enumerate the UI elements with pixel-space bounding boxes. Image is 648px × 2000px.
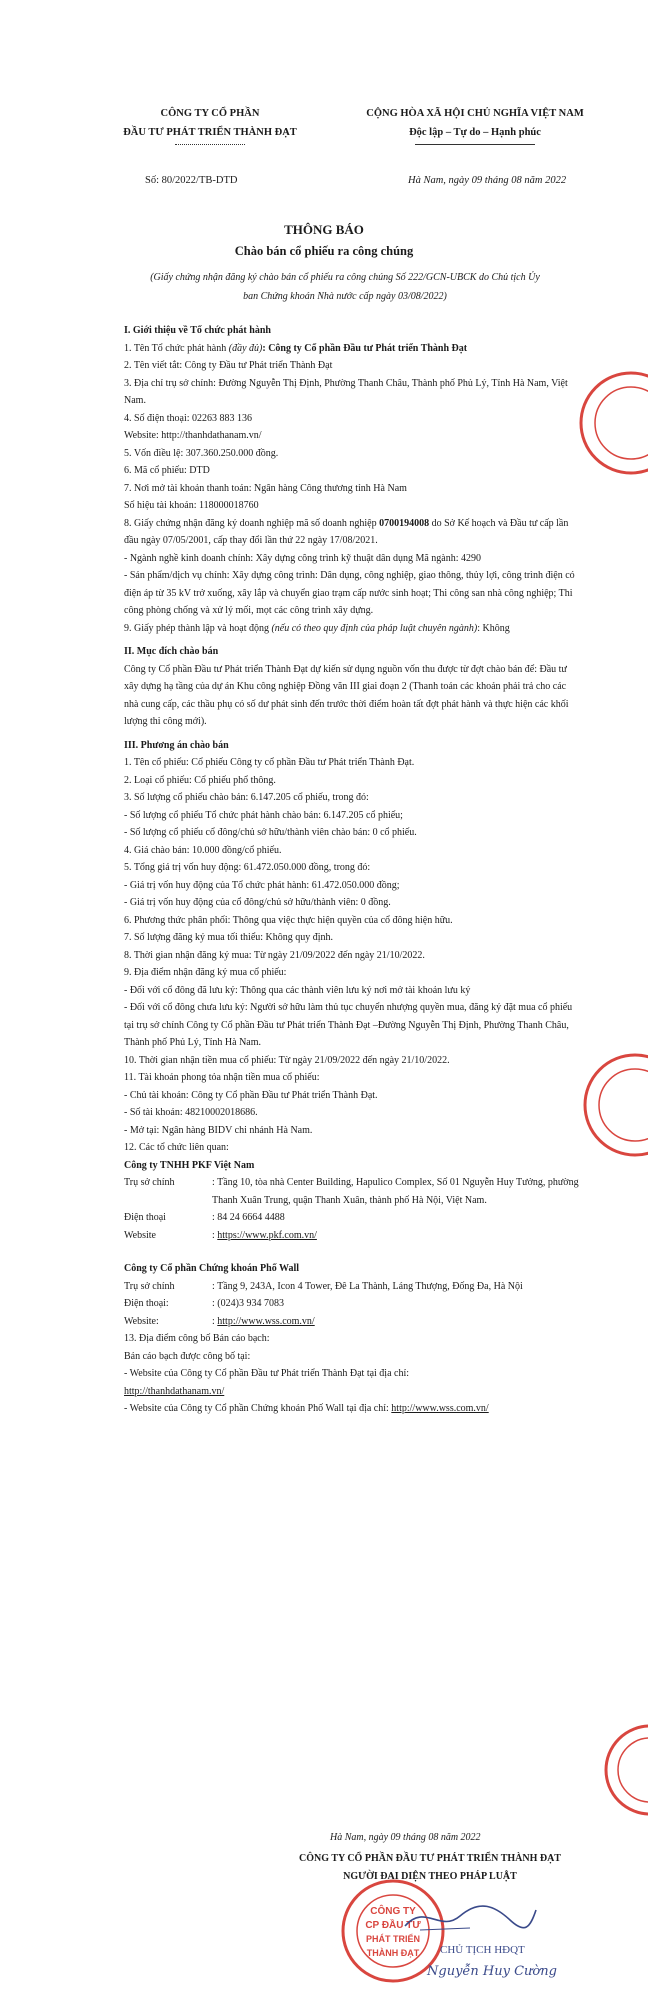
org-wss-address-value: : Tầng 9, 243A, Icon 4 Tower, Đê La Thành, Láng Thượng, Đống Đa, Hà Nội (212, 1280, 523, 1292)
motto-underline (415, 144, 535, 145)
org-pkf-name: Công ty TNHH PKF Việt Nam (124, 1159, 255, 1171)
org-wss-phone-label: Điện thoại: (124, 1298, 169, 1309)
issuer-phone: 4. Số điện thoại: 02263 883 136 (124, 412, 253, 424)
header-divider (175, 144, 245, 145)
total-capital-raised: 5. Tổng giá trị vốn huy động: 61.472.050.000 đồng, trong đó: (124, 862, 371, 873)
edge-seal-middle-icon (580, 1050, 648, 1160)
org-wss-address-label: Trụ sở chính (124, 1280, 175, 1292)
issuer-address: 3. Địa chỉ trụ sở chính: Đường Nguyễn Thị Định, Phường Thanh Châu, Thành phố Phủ Lý, Tỉnh Hà Nam, Việt Nam. (124, 377, 568, 406)
payment-account: Số hiệu tài khoản: 118000018760 (124, 500, 259, 511)
seal-line3: PHÁT TRIỂN (366, 1934, 420, 1944)
payment-period: 10. Thời gian nhận tiền mua cổ phiếu: Từ ngày 21/09/2022 đến ngày 21/10/2022. (124, 1054, 450, 1066)
country-motto: Độc lập – Tự do – Hạnh phúc (409, 127, 541, 138)
seal-line1: CÔNG TY (370, 1906, 416, 1917)
issuer-full-name-value: : Công ty Cổ phần Đầu tư Phát triển Thành Đạt (262, 342, 468, 354)
section-1-heading: I. Giới thiệu về Tổ chức phát hành (124, 325, 271, 336)
seal-line2: CP ĐẦU TƯ (365, 1920, 421, 1931)
operating-license-label: 9. Giấy phép thành lập và hoạt động (124, 622, 272, 634)
related-organizations: 12. Các tổ chức liên quan: (124, 1142, 229, 1153)
operating-license (124, 620, 579, 638)
escrow-number: - Số tài khoản: 48210002018686. (124, 1107, 258, 1118)
section-2-heading: II. Mục đích chào bán (124, 646, 219, 657)
offer-price: 4. Giá chào bán: 10.000 đồng/cổ phiếu. (124, 844, 282, 856)
org-pkf-phone-value: : 84 24 6664 4488 (212, 1212, 285, 1223)
prospectus-location: 13. Địa điểm công bố Bản cáo bạch: (124, 1333, 270, 1344)
prospectus-wss-text: - Website của Công ty Cổ phần Chứng khoán Phố Wall tại địa chỉ: (124, 1403, 392, 1414)
escrow-account: 11. Tài khoản phong tỏa nhận tiền mua cổ phiếu: (124, 1072, 320, 1083)
distribution-method: 6. Phương thức phân phối: Thông qua việc thực hiện quyền của cổ đông hiện hữu. (124, 914, 453, 926)
prospectus-issuer-site: - Website của Công ty Cổ phần Đầu tư Phát triển Thành Đạt tại địa chỉ: (124, 1368, 410, 1379)
certificate-note: (Giấy chứng nhận đăng ký chào bán cổ phiếu ra công chúng Số 222/GCN-UBCK do Chủ tịch Ủy ban Chứng khoán Nhà nước cấp ngày 03/08/2022) (150, 272, 540, 302)
prospectus-published-at: Bản cáo bạch được công bố tại: (124, 1350, 251, 1362)
offered-quantity: 3. Số lượng cổ phiếu chào bán: 6.147.205 cổ phiếu, trong đó: (124, 792, 369, 803)
signature-representative: NGƯỜI ĐẠI DIỆN THEO PHÁP LUẬT (343, 1871, 517, 1882)
edge-seal-top-icon (576, 368, 648, 478)
org-wss-name: Công ty Cổ phần Chứng khoán Phố Wall (124, 1263, 300, 1274)
reference-number: Số: 80/2022/TB-DTD (145, 175, 238, 186)
document-subtitle: Chào bán cổ phiếu ra công chúng (234, 244, 414, 258)
minimum-subscription: 7. Số lượng đăng ký mua tối thiểu: Không quy định. (124, 932, 334, 943)
stock-code: 6. Mã cổ phiếu: DTD (124, 465, 210, 476)
issuer-short-name: 2. Tên viết tắt: Công ty Đầu tư Phát triển Thành Đạt (124, 360, 333, 371)
issue-date: Hà Nam, ngày 09 tháng 08 năm 2022 (408, 175, 567, 186)
charter-capital: 5. Vốn điều lệ: 307.360.250.000 đồng. (124, 447, 279, 459)
signature-scribble-icon (400, 1898, 540, 1938)
issuer-website: Website: http://thanhdathanam.vn/ (124, 430, 262, 441)
issuer-full-name-note: (đầy đủ) (228, 342, 263, 354)
org-pkf-website: Website : https://www.pkf.com.vn/ (124, 1227, 579, 1245)
offering-purpose: Công ty Cổ phần Đầu tư Phát triển Thành Đạt dự kiến sử dụng nguồn vốn thu được từ đợt chào bán để: Đầu tư xây dựng hạ tầng của dự án Khu công nghiệp Đồng văn III giai đoạn 2 (Thanh toán các khoản phải trả cho các nhà cung cấp, các thầu phụ có số dư phát sinh đến trước thời điểm hoàn tất đợt phát hành và thực hiện các khối lượng thi công mới). (124, 663, 569, 727)
issuer-line2: ĐẦU TƯ PHÁT TRIỂN THÀNH ĐẠT (123, 127, 297, 138)
issuer-capital-raised: - Giá trị vốn huy động của Tổ chức phát hành: 61.472.050.000 đồng; (124, 879, 400, 891)
prospectus-issuer-link[interactable]: http://thanhdathanam.vn/ (124, 1385, 225, 1397)
issuer-header (110, 104, 310, 145)
org-pkf-phone (124, 1209, 579, 1227)
org-pkf-address-value: : Tầng 10, tòa nhà Center Building, Hapulico Complex, Số 01 Nguyễn Huy Tưởng, phường Thanh Xuân Trung, quận Thanh Xuân, thành phố Hà Nội, Việt Nam. (212, 1177, 579, 1206)
business-registration (124, 515, 579, 550)
operating-license-value: : Không (477, 622, 510, 634)
holder-offered-quantity: - Số lượng cổ phiếu cổ đông/chủ sở hữu/thành viên chào bán: 0 cổ phiếu. (124, 827, 417, 838)
escrow-bank: - Mở tại: Ngân hàng BIDV chi nhánh Hà Nam. (124, 1124, 313, 1136)
seal-line4: THÀNH ĐẠT (366, 1948, 420, 1958)
national-header (340, 104, 610, 145)
org-pkf-website-link[interactable]: https://www.pkf.com.vn/ (217, 1229, 317, 1241)
org-wss-phone (124, 1295, 579, 1313)
issuer-offered-quantity: - Số lượng cổ phiếu Tổ chức phát hành chào bán: 6.147.205 cổ phiếu; (124, 809, 403, 821)
holder-capital-raised: - Giá trị vốn huy động của cổ đông/chủ sở hữu/thành viên: 0 đồng. (124, 897, 391, 908)
edge-seal-bottom-icon (600, 1720, 648, 1820)
document-body (124, 322, 579, 1418)
main-business-line: - Ngành nghề kinh doanh chính: Xây dựng công trình kỹ thuật dân dụng Mã ngành: 4290 (124, 552, 482, 564)
depository-holders: - Đối với cổ đông đã lưu ký: Thông qua các thành viên lưu ký nơi mở tài khoản lưu ký (124, 984, 471, 996)
escrow-holder: - Chủ tài khoản: Công ty Cổ phần Đầu tư Phát triển Thành Đạt. (124, 1089, 378, 1101)
signer-name: Nguyễn Huy Cường (427, 1964, 557, 1979)
issuer-full-name-label: 1. Tên Tổ chức phát hành (124, 342, 229, 354)
registration-period: 8. Thời gian nhận đăng ký mua: Từ ngày 21/09/2022 đến ngày 21/10/2022. (124, 949, 425, 961)
org-wss-website-link[interactable]: http://www.wss.com.vn/ (217, 1315, 315, 1327)
org-wss-website-label: Website: (124, 1315, 159, 1327)
org-pkf-address-label: Trụ sở chính (124, 1177, 175, 1188)
document-title: THÔNG BÁO (284, 222, 364, 237)
non-depository-holders: - Đối với cổ đông chưa lưu ký: Người sở hữu làm thủ tục chuyển nhượng quyền mua, đăng ký đặt mua cổ phiếu tại trụ sở chính Công ty Cổ phần Đầu tư Phát triển Thành Đạt –Đường Nguyễn Thị Định, Phường Thanh Châu, Thành phố Phủ Lý, Tỉnh Hà Nam. (124, 1002, 573, 1048)
business-registration-detail: do Sở Kế hoạch và Đầu tư cấp lần đầu ngày 07/05/2001, cấp thay đổi lần thứ 22 ngày 17/08/2021. (124, 517, 569, 546)
main-products: - Sản phẩm/dịch vụ chính: Xây dựng công trình: Dân dụng, công nghiệp, giao thông, thủy lợi, công trình điện có điện áp từ 35 kV trở xuống, xây lắp và chuyển giao trạm cấp nước sinh hoạt; Thi công san nhà công nghiệp; Thi công phòng chống và xử lý mối, mọt các công trình xây dựng. (124, 570, 575, 616)
share-type: 2. Loại cổ phiếu: Cổ phiếu phổ thông. (124, 774, 276, 786)
org-wss-address (124, 1278, 579, 1296)
share-name: 1. Tên cổ phiếu: Cổ phiếu Công ty cổ phần Đầu tư Phát triển Thành Đạt. (124, 757, 415, 768)
signature-company: CÔNG TY CỔ PHẦN ĐẦU TƯ PHÁT TRIỂN THÀNH ĐẠT (299, 1853, 561, 1864)
org-pkf-phone-label: Điện thoại (124, 1212, 166, 1223)
country-name: CỘNG HÒA XÃ HỘI CHỦ NGHĨA VIỆT NAM (366, 108, 584, 119)
operating-license-note: (nếu có theo quy định của pháp luật chuyên ngành) (271, 622, 478, 634)
enterprise-code: 0700194008 (379, 517, 430, 529)
business-registration-text: 8. Giấy chứng nhận đăng ký doanh nghiệp mã số doanh nghiệp (124, 517, 380, 529)
org-pkf-website-label: Website (124, 1229, 156, 1241)
org-wss-website: Website: : http://www.wss.com.vn/ (124, 1313, 579, 1331)
signature-date: Hà Nam, ngày 09 tháng 08 năm 2022 (330, 1832, 481, 1843)
registration-location: 9. Địa điểm nhận đăng ký mua cổ phiếu: (124, 967, 287, 978)
issuer-full-name (124, 340, 579, 358)
issuer-line1: CÔNG TY CỔ PHẦN (160, 108, 260, 119)
prospectus-wss-link[interactable]: http://www.wss.com.vn/ (391, 1403, 489, 1414)
org-pkf-address (124, 1174, 579, 1209)
signer-role: CHỦ TỊCH HĐQT (440, 1944, 525, 1956)
section-3-heading: III. Phương án chào bán (124, 739, 229, 751)
org-wss-phone-value: : (024)3 934 7083 (212, 1298, 284, 1309)
payment-bank: 7. Nơi mở tài khoản thanh toán: Ngân hàng Công thương tỉnh Hà Nam (124, 482, 407, 494)
prospectus-wss-site (124, 1400, 579, 1418)
